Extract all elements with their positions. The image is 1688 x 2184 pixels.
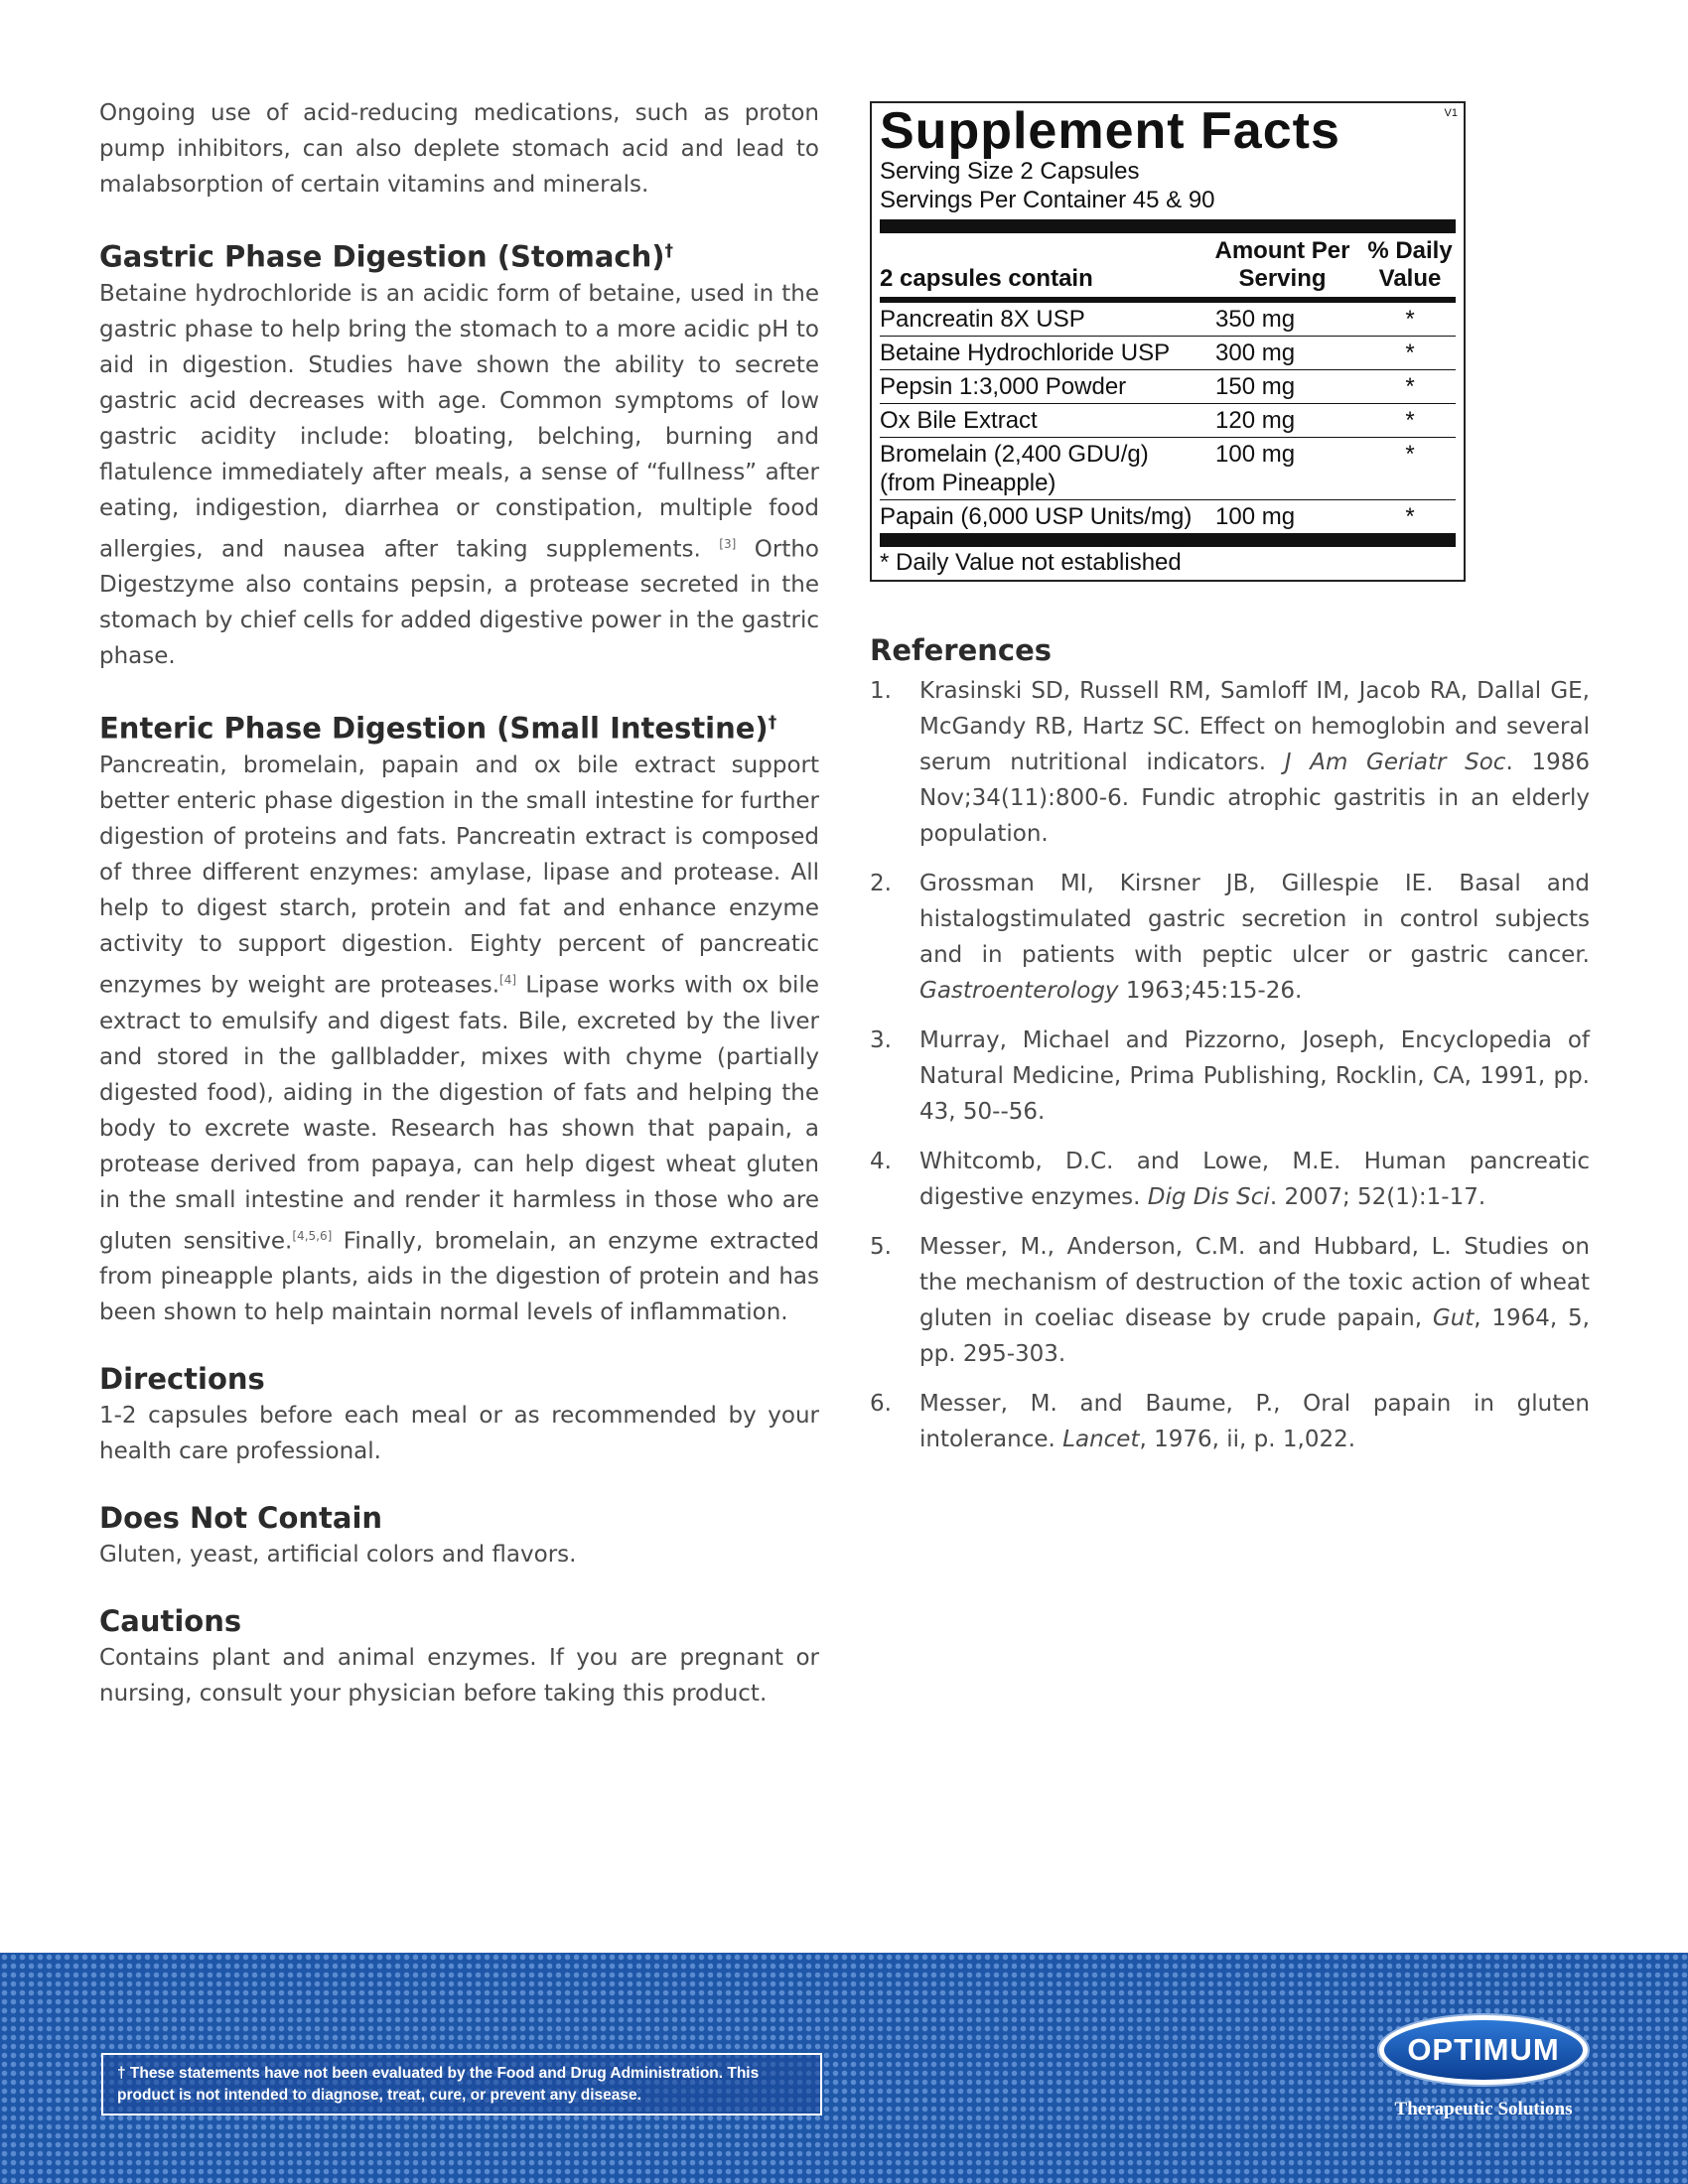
not-contain-text: Gluten, yeast, artificial colors and flavors. bbox=[99, 1542, 577, 1569]
ingredient-name bbox=[880, 305, 1200, 334]
ingredient-source-line: (from Pineapple) bbox=[880, 470, 1056, 496]
ingredient-name-line: Papain (6,000 USP Units/mg) bbox=[880, 503, 1193, 530]
ingredient-name bbox=[880, 502, 1200, 531]
cautions-heading: Cautions bbox=[99, 1604, 242, 1639]
ingredient-dv: * bbox=[1405, 503, 1415, 530]
gastric-text-b: Ortho Digestzyme also contains pepsin, a protease secreted in the stomach by chief cells for added digestive power in the gastric phase. bbox=[99, 536, 820, 670]
header-dv-line1: % Daily bbox=[1367, 237, 1453, 264]
reference-number: 6. bbox=[870, 1391, 892, 1417]
gastric-heading bbox=[99, 232, 819, 276]
left-column bbox=[99, 95, 819, 1741]
directions-heading: Directions bbox=[99, 1362, 265, 1397]
ingredient-name-line: Pancreatin 8X USP bbox=[880, 306, 1085, 333]
facts-row bbox=[880, 500, 1456, 533]
cautions-section bbox=[99, 1602, 819, 1711]
ingredient-name-line: Pepsin 1:3,000 Powder bbox=[880, 373, 1127, 400]
directions-text: 1-2 capsules before each meal or as recommended by your health care professional. bbox=[99, 1403, 819, 1465]
reference-text-main: Messer, M., Anderson, C.M. and Hubbard, L. Studies on the mechanism of destruction of the toxic action of wheat gluten in coeliac disease by crude papain, bbox=[919, 1234, 1590, 1331]
enteric-text-b: Lipase works with ox bile extract to emulsify and digest fats. Bile, excreted by the liver and stored in the gallbladder, mixes with chyme (partially digested food), aiding in the digestion of fats and helping the body to excrete waste. Research has shown that papain, a protease derived from papaya, can help digest wheat gluten in the small intestine and render it harmless in those who are gluten sensitive. bbox=[99, 972, 819, 1255]
reference-text-main: Krasinski SD, Russell RM, Samloff IM, Jacob RA, Dallal GE, McGandy RB, Hartz SC. Effect on hemoglobin and several serum nutritional indicators. bbox=[919, 678, 1590, 775]
facts-row bbox=[880, 438, 1456, 500]
facts-divider-bottom bbox=[880, 533, 1456, 547]
serving-size: Serving Size 2 Capsules bbox=[880, 158, 1140, 185]
reference-number: 5. bbox=[870, 1234, 892, 1260]
ingredient-name-line: Betaine Hydrochloride USP bbox=[880, 340, 1171, 366]
ingredient-amount: 120 mg bbox=[1215, 407, 1296, 434]
enteric-dagger: † bbox=[768, 713, 777, 734]
optimum-logo: OPTIMUM bbox=[1379, 2015, 1588, 2085]
gastric-dagger: † bbox=[664, 241, 673, 261]
reference-text bbox=[919, 866, 1590, 1009]
servings-per-container: Servings Per Container 45 & 90 bbox=[880, 187, 1215, 213]
reference-journal: Gastroenterology bbox=[919, 978, 1119, 1004]
facts-divider-top bbox=[880, 219, 1456, 233]
intro-section bbox=[99, 95, 819, 203]
reference-text-tail: . 2007; 52(1):1-17. bbox=[1269, 1184, 1486, 1210]
reference-item bbox=[870, 673, 1590, 852]
ingredient-dv: * bbox=[1405, 407, 1415, 434]
gastric-title: Gastric Phase Digestion (Stomach) bbox=[99, 239, 665, 274]
enteric-ref-456: [4,5,6] bbox=[292, 1228, 333, 1243]
reference-text-tail: , 1964, 5, pp. 295-303. bbox=[919, 1305, 1590, 1367]
gastric-section bbox=[99, 232, 819, 674]
ingredient-amount: 350 mg bbox=[1215, 306, 1296, 333]
facts-header-row bbox=[880, 233, 1456, 303]
ingredient-name-line: Ox Bile Extract bbox=[880, 407, 1038, 434]
ingredient-name-line: Bromelain (2,400 GDU/g) bbox=[880, 441, 1149, 468]
header-amount-line1: Amount Per bbox=[1214, 237, 1350, 264]
ingredient-name bbox=[880, 440, 1200, 497]
logo-tagline: Therapeutic Solutions bbox=[1394, 2099, 1573, 2119]
reference-text bbox=[919, 1144, 1590, 1215]
facts-version: V1 bbox=[1444, 107, 1458, 119]
reference-journal: Dig Dis Sci bbox=[1147, 1184, 1270, 1210]
reference-text bbox=[919, 1386, 1590, 1457]
enteric-heading bbox=[99, 704, 819, 748]
directions-section bbox=[99, 1360, 819, 1469]
gastric-ref-3: [3] bbox=[719, 536, 737, 551]
reference-number: 3. bbox=[870, 1027, 892, 1053]
enteric-text-c: Finally, bromelain, an enzyme extracted from pineapple plants, aids in the digestion of protein and has been shown to help maintain normal levels of inflammation. bbox=[99, 1228, 819, 1326]
reference-item bbox=[870, 1229, 1590, 1372]
header-dv bbox=[1364, 237, 1456, 293]
ingredient-name bbox=[880, 372, 1200, 401]
reference-journal: J Am Geriatr Soc bbox=[1284, 750, 1506, 775]
ingredient-dv: * bbox=[1405, 340, 1415, 366]
fda-disclaimer: † These statements have not been evaluated by the Food and Drug Administration. This product is not intended to diagnose, treat, cure, or prevent any disease. bbox=[101, 2053, 822, 2116]
cautions-text: Contains plant and animal enzymes. If you are pregnant or nursing, consult your physician before taking this product. bbox=[99, 1645, 819, 1707]
reference-text-main: Whitcomb, D.C. and Lowe, M.E. Human pancreatic digestive enzymes. bbox=[919, 1149, 1590, 1210]
reference-item bbox=[870, 1386, 1590, 1457]
ingredient-amount: 300 mg bbox=[1215, 340, 1296, 366]
not-contain-heading: Does Not Contain bbox=[99, 1501, 383, 1536]
reference-text-main: Murray, Michael and Pizzorno, Joseph, Encyclopedia of Natural Medicine, Prima Publishing, Rocklin, CA, 1991, pp. 43, 50--56. bbox=[919, 1027, 1590, 1125]
header-contain: 2 capsules contain bbox=[880, 265, 1093, 292]
enteric-title: Enteric Phase Digestion (Small Intestine) bbox=[99, 711, 769, 746]
header-amount-line2: Serving bbox=[1238, 265, 1327, 292]
facts-row bbox=[880, 303, 1456, 337]
reference-number: 2. bbox=[870, 871, 892, 896]
reference-item bbox=[870, 1144, 1590, 1215]
reference-text-main: Messer, M. and Baume, P., Oral papain in gluten intolerance. bbox=[919, 1391, 1590, 1452]
reference-journal: Gut bbox=[1432, 1305, 1475, 1331]
intro-text: Ongoing use of acid-reducing medications, such as proton pump inhibitors, can also deplete stomach acid and lead to malabsorption of certain vitamins and minerals. bbox=[99, 100, 819, 198]
references-list bbox=[870, 673, 1590, 1457]
reference-text bbox=[919, 1229, 1590, 1372]
facts-row bbox=[880, 370, 1456, 404]
reference-number: 4. bbox=[870, 1149, 892, 1174]
ingredient-dv: * bbox=[1405, 373, 1415, 400]
reference-text-tail: 1963;45:15-26. bbox=[1118, 978, 1303, 1004]
ingredient-amount: 100 mg bbox=[1215, 503, 1296, 530]
ingredient-dv: * bbox=[1405, 306, 1415, 333]
facts-row bbox=[880, 404, 1456, 438]
reference-text bbox=[919, 673, 1590, 852]
ingredient-name bbox=[880, 406, 1200, 435]
facts-row bbox=[880, 337, 1456, 370]
ingredient-amount: 100 mg bbox=[1215, 441, 1296, 468]
ingredient-dv: * bbox=[1405, 441, 1415, 468]
facts-rows bbox=[880, 303, 1456, 533]
header-dv-line2: Value bbox=[1378, 265, 1442, 292]
gastric-text bbox=[99, 276, 819, 675]
enteric-section bbox=[99, 704, 819, 1330]
reference-text-main: Grossman MI, Kirsner JB, Gillespie IE. Basal and histalogstimulated gastric secretion in control subjects and in patients with peptic ulcer or gastric cancer. bbox=[919, 871, 1590, 968]
supplement-facts-panel bbox=[870, 101, 1466, 582]
reference-text-tail: . 1986 Nov;34(11):800-6. Fundic atrophic gastritis in an elderly population. bbox=[919, 750, 1591, 847]
reference-number: 1. bbox=[870, 678, 892, 704]
reference-journal: Lancet bbox=[1062, 1427, 1140, 1452]
ingredient-amount: 150 mg bbox=[1215, 373, 1296, 400]
references-section bbox=[870, 631, 1590, 1471]
not-contain-section bbox=[99, 1499, 819, 1572]
reference-item bbox=[870, 866, 1590, 1009]
reference-text-tail: , 1976, ii, p. 1,022. bbox=[1139, 1427, 1356, 1452]
header-amount bbox=[1200, 237, 1364, 293]
facts-title: Supplement Facts bbox=[880, 102, 1340, 160]
enteric-text-a: Pancreatin, bromelain, papain and ox bile extract support better enteric phase digestion in the small intestine for further digestion of proteins and fats. Pancreatin extract is composed of three different enzymes: amylase, lipase and protease. All help to digest starch, protein and fat and enhance enzyme activity to support digestion. Eighty percent of pancreatic enzymes by weight are proteases. bbox=[99, 751, 819, 999]
references-heading: References bbox=[870, 633, 1053, 667]
reference-text bbox=[919, 1023, 1590, 1130]
ingredient-name bbox=[880, 339, 1200, 367]
gastric-text-a: Betaine hydrochloride is an acidic form of betaine, used in the gastric phase to help bring the stomach to a more acidic pH to aid in digestion. Studies have shown the ability to secrete gastric acid decreases with age. Common symptoms of low gastric acidity include: bloating, belching, burning and flatulence immediately after meals, a sense of “fullness” after eating, indigestion, diarrhea or constipation, multiple food allergies, and nausea after taking supplements. bbox=[99, 280, 819, 563]
reference-item bbox=[870, 1023, 1590, 1130]
facts-footnote: * Daily Value not established bbox=[880, 549, 1182, 576]
enteric-text bbox=[99, 748, 819, 1330]
enteric-ref-4: [4] bbox=[499, 972, 517, 987]
